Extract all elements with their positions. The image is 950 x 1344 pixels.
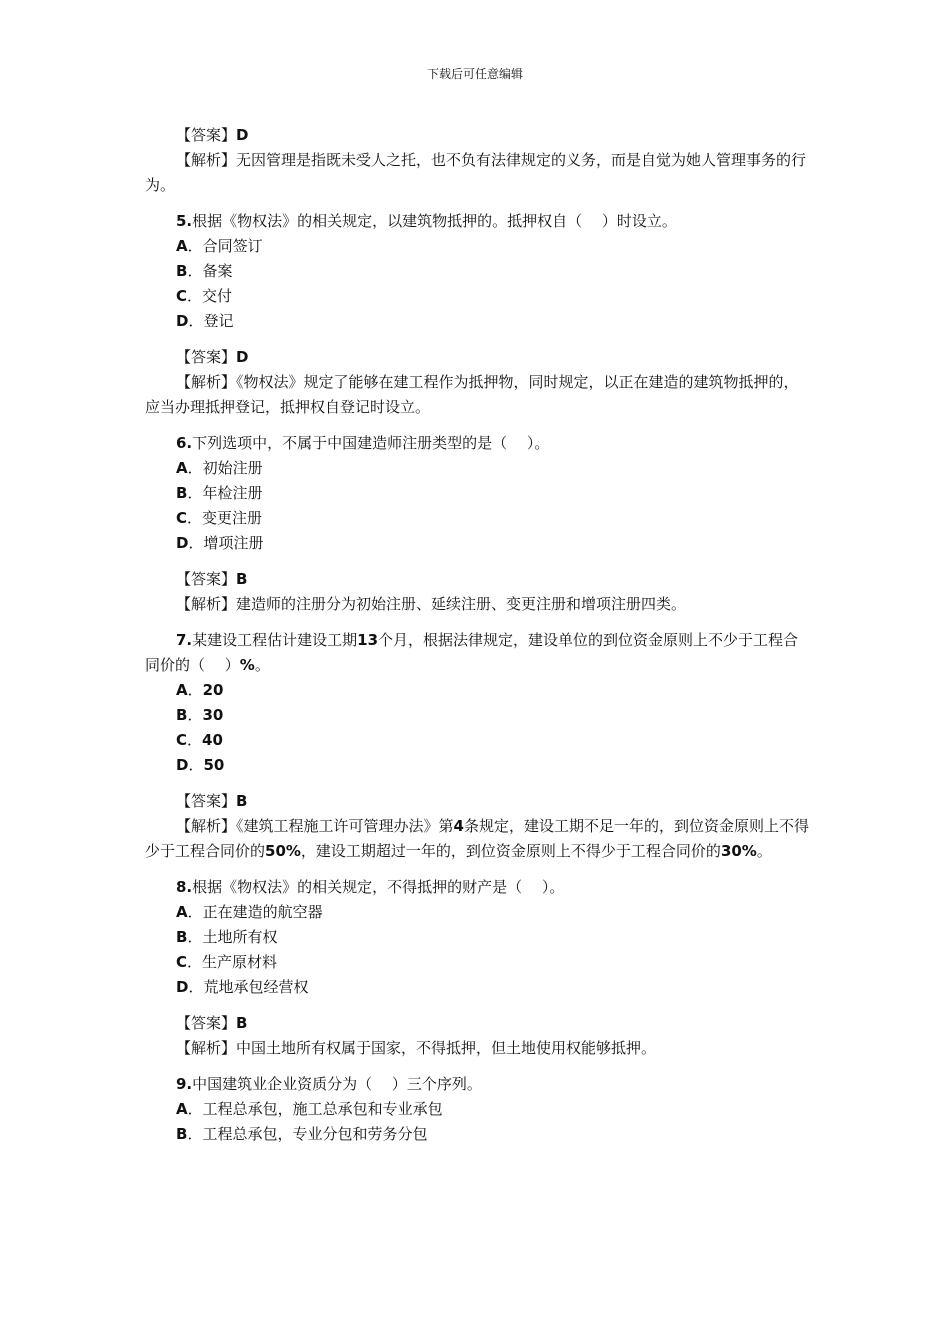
option-sep: ．	[187, 731, 203, 749]
answer-line	[145, 345, 813, 370]
option-letter: C	[176, 509, 188, 527]
option-5a	[145, 234, 813, 259]
option-text: 40	[202, 731, 223, 749]
answer-value: B	[236, 1014, 248, 1032]
question-text: 某建设工程估计建设工期	[192, 631, 358, 649]
option-letter: A	[176, 1100, 188, 1118]
analysis-line	[145, 1036, 813, 1061]
option-9a	[145, 1097, 813, 1122]
option-6b	[145, 481, 813, 506]
option-sep: ．	[187, 1125, 203, 1143]
option-8b	[145, 925, 813, 950]
analysis-text: 《建筑工程施工许可管理办法》第	[236, 817, 454, 835]
option-7c	[145, 728, 813, 753]
option-5d	[145, 309, 813, 334]
analysis-label: 【解析】	[176, 1039, 237, 1057]
analysis-text: 无因管理是指既未受人之托，也不负有法律规定的义务，而是自觉为她人管理事务的行为。	[145, 151, 807, 194]
option-letter: A	[176, 681, 188, 699]
analysis-number: 30%	[720, 842, 757, 860]
question-text: 。	[254, 656, 270, 674]
option-letter: B	[176, 262, 188, 280]
option-sep: ．	[187, 262, 203, 280]
answer-line	[145, 567, 813, 592]
option-letter: D	[176, 978, 189, 996]
answer-value: D	[236, 126, 249, 144]
option-sep: ．	[187, 903, 203, 921]
question-5	[145, 209, 813, 234]
option-7d	[145, 753, 813, 778]
analysis-line	[145, 592, 813, 617]
answer-line	[145, 123, 813, 148]
question-text: 个月，根据法律规定，建设单位的到位资金原则上不少于工程合同价的（ ）	[145, 631, 799, 674]
option-7b	[145, 703, 813, 728]
option-sep: ．	[187, 237, 203, 255]
option-6d	[145, 531, 813, 556]
question-text: 下列选项中，不属于中国建造师注册类型的是（ ）。	[192, 434, 550, 452]
option-letter: D	[176, 312, 189, 330]
answer-label: 【答案】	[176, 1014, 237, 1032]
analysis-text: 条规定，建设工期不足一年的，到位资金原则上不得少于工程合同价的	[145, 817, 809, 860]
option-sep: ．	[188, 534, 204, 552]
option-text: 变更注册	[202, 509, 263, 527]
analysis-line	[145, 370, 813, 420]
option-text: 正在建造的航空器	[202, 903, 323, 921]
option-sep: ．	[188, 756, 204, 774]
option-sep: ．	[187, 706, 203, 724]
question-7	[145, 628, 813, 678]
document-body	[145, 123, 813, 1147]
analysis-text: 。	[756, 842, 772, 860]
analysis-label: 【解析】	[176, 595, 237, 613]
question-number: 8.	[176, 878, 193, 896]
option-letter: B	[176, 706, 188, 724]
question-8	[145, 875, 813, 900]
option-letter: D	[176, 756, 189, 774]
option-sep: ．	[188, 312, 204, 330]
option-letter: C	[176, 287, 188, 305]
option-sep: ．	[187, 484, 203, 502]
option-5b	[145, 259, 813, 284]
option-5c	[145, 284, 813, 309]
option-sep: ．	[187, 1100, 203, 1118]
option-text: 荒地承包经营权	[203, 978, 309, 996]
option-text: 工程总承包，施工总承包和专业承包	[202, 1100, 443, 1118]
option-letter: C	[176, 953, 188, 971]
answer-label: 【答案】	[176, 348, 237, 366]
answer-value: B	[236, 570, 248, 588]
option-text: 20	[202, 681, 224, 699]
analysis-label: 【解析】	[176, 151, 237, 169]
option-text: 备案	[202, 262, 233, 280]
question-percent: %	[239, 656, 255, 674]
question-9	[145, 1072, 813, 1097]
option-text: 交付	[202, 287, 233, 305]
option-letter: B	[176, 484, 188, 502]
option-sep: ．	[187, 509, 203, 527]
analysis-text: ，建设工期超过一年的，到位资金原则上不得少于工程合同价的	[300, 842, 721, 860]
option-sep: ．	[187, 953, 203, 971]
option-text: 土地所有权	[202, 928, 278, 946]
question-text: 根据《物权法》的相关规定，以建筑物抵押的。抵押权自（ ）时设立。	[192, 212, 677, 230]
option-letter: B	[176, 1125, 188, 1143]
page-header: 下载后可任意编辑	[426, 67, 523, 81]
option-6a	[145, 456, 813, 481]
option-letter: C	[176, 731, 188, 749]
analysis-label: 【解析】	[176, 817, 237, 835]
analysis-text: 《物权法》规定了能够在建工程作为抵押物，同时规定，以正在建造的建筑物抵押的，应当办理抵押登记，抵押权自登记时设立。	[145, 373, 799, 416]
option-text: 生产原材料	[202, 953, 278, 971]
question-number-value: 13	[357, 631, 379, 649]
option-letter: A	[176, 903, 188, 921]
question-number: 7.	[176, 631, 193, 649]
option-7a	[145, 678, 813, 703]
option-letter: A	[176, 459, 188, 477]
option-sep: ．	[187, 928, 203, 946]
answer-label: 【答案】	[176, 570, 237, 588]
answer-label: 【答案】	[176, 792, 237, 810]
analysis-number: 50%	[265, 842, 301, 860]
analysis-number: 4	[453, 817, 464, 835]
option-text: 增项注册	[203, 534, 264, 552]
option-text: 初始注册	[202, 459, 263, 477]
option-6c	[145, 506, 813, 531]
option-text: 工程总承包，专业分包和劳务分包	[202, 1125, 428, 1143]
answer-value: B	[236, 792, 248, 810]
option-text: 年检注册	[202, 484, 263, 502]
question-6	[145, 431, 813, 456]
option-8c	[145, 950, 813, 975]
question-text: 根据《物权法》的相关规定，不得抵押的财产是（ ）。	[192, 878, 565, 896]
analysis-text: 中国土地所有权属于国家，不得抵押，但土地使用权能够抵押。	[236, 1039, 657, 1057]
option-letter: B	[176, 928, 188, 946]
analysis-label: 【解析】	[176, 373, 237, 391]
question-number: 9.	[176, 1075, 193, 1093]
answer-line	[145, 1011, 813, 1036]
option-9b	[145, 1122, 813, 1147]
question-number: 6.	[176, 434, 193, 452]
option-sep: ．	[187, 681, 203, 699]
option-sep: ．	[187, 459, 203, 477]
answer-value: D	[236, 348, 249, 366]
option-letter: A	[176, 237, 188, 255]
option-sep: ．	[188, 978, 204, 996]
option-letter: D	[176, 534, 189, 552]
option-8a	[145, 900, 813, 925]
analysis-line	[145, 148, 813, 198]
analysis-line	[145, 814, 813, 864]
question-text: 中国建筑业企业资质分为（ ）三个序列。	[192, 1075, 482, 1093]
answer-line	[145, 789, 813, 814]
option-text: 30	[202, 706, 224, 724]
option-text: 登记	[203, 312, 234, 330]
option-text: 50	[203, 756, 225, 774]
option-8d	[145, 975, 813, 1000]
option-text: 合同签订	[202, 237, 263, 255]
analysis-text: 建造师的注册分为初始注册、延续注册、变更注册和增项注册四类。	[236, 595, 687, 613]
answer-label: 【答案】	[176, 126, 237, 144]
question-number: 5.	[176, 212, 193, 230]
option-sep: ．	[187, 287, 203, 305]
